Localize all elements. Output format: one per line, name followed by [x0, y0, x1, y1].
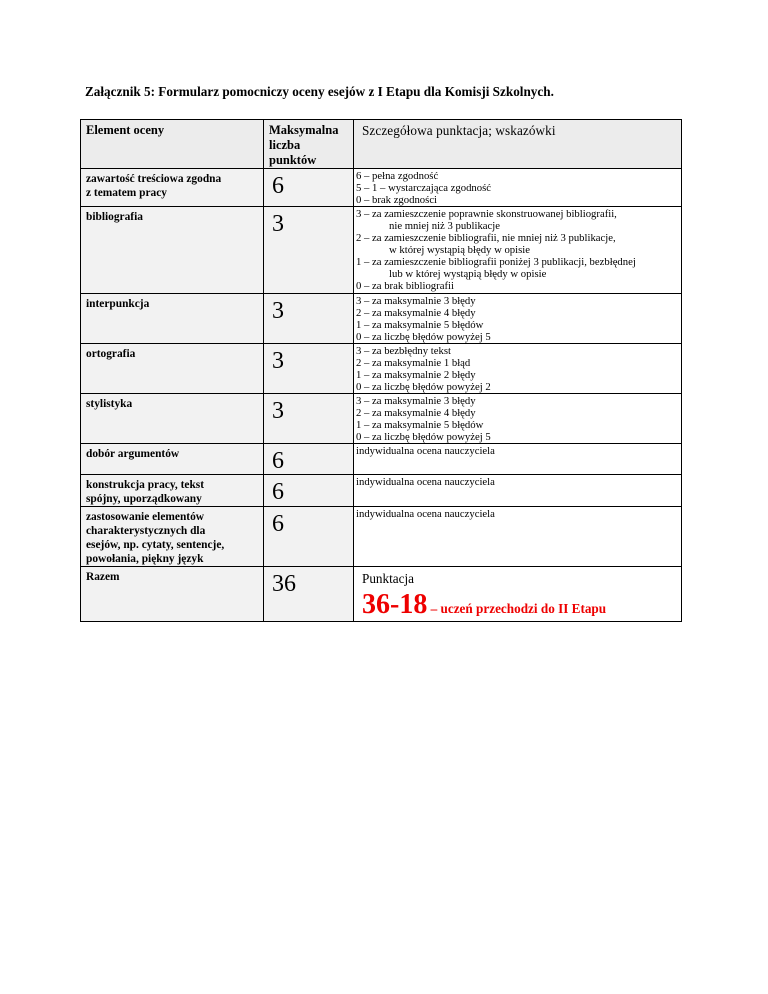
max-points: 3	[272, 348, 284, 374]
detail-line: indywidualna ocena nauczyciela	[356, 445, 495, 457]
scoring-details	[354, 207, 681, 292]
element-name: zawartość treściowa zgodna z tematem pracy	[86, 173, 222, 199]
element-name: interpunkcja	[86, 298, 150, 310]
scoring-details	[354, 475, 681, 488]
detail-line: 6 – pełna zgodność	[356, 170, 439, 182]
detail-line: indywidualna ocena nauczyciela	[356, 508, 495, 520]
element-name: zastosowanie elementów charakterystycznych dla esejów, np. cytaty, sentencje, powołania, piękny język	[86, 511, 225, 565]
table-row	[81, 444, 682, 475]
table-row	[81, 344, 682, 394]
table-row	[81, 294, 682, 344]
detail-line: 0 – brak zgodności	[356, 194, 438, 206]
detail-line: indywidualna ocena nauczyciela	[356, 476, 495, 488]
score-label: Punktacja	[362, 571, 415, 586]
score-threshold	[354, 587, 681, 621]
scoring-details	[354, 169, 681, 206]
table-row	[81, 475, 682, 507]
max-points: 6	[272, 479, 284, 505]
max-points: 6	[272, 448, 284, 474]
detail-line: 0 – za liczbę błędów powyżej 5	[356, 431, 491, 443]
detail-line: 1 – za maksymalnie 5 błędów	[356, 419, 484, 431]
detail-line: 3 – za bezbłędny tekst	[356, 345, 451, 357]
max-points: 6	[272, 173, 284, 199]
detail-line: 2 – za maksymalnie 4 błędy	[356, 407, 476, 419]
detail-line: 2 – za maksymalnie 4 błędy	[356, 307, 476, 319]
element-name: stylistyka	[86, 398, 133, 410]
detail-line: 2 – za zamieszczenie bibliografii, nie mniej niż 3 publikacje,	[356, 232, 616, 244]
detail-line: w której wystąpią błędy w opisie	[389, 244, 530, 256]
table-row	[81, 507, 682, 567]
detail-line: 5 – 1 – wystarczająca zgodność	[356, 182, 492, 194]
detail-line: 3 – za maksymalnie 3 błędy	[356, 295, 476, 307]
header-details: Szczegółowa punktacja; wskazówki	[362, 123, 556, 138]
detail-line: lub w której wystąpią błędy w opisie	[389, 268, 547, 280]
max-points: 6	[272, 511, 284, 537]
detail-line: 3 – za maksymalnie 3 błędy	[356, 395, 476, 407]
total-label: Razem	[86, 571, 120, 583]
header-max-points: Maksymalna liczba punktów	[269, 123, 339, 167]
detail-line: 0 – za liczbę błędów powyżej 5	[356, 331, 491, 343]
scoring-details	[354, 394, 681, 443]
element-name: bibliografia	[86, 211, 143, 223]
element-name: konstrukcja pracy, tekst spójny, uporządkowany	[86, 479, 205, 505]
score-note: – uczeń przechodzi do II Etapu	[427, 601, 607, 616]
max-points: 3	[272, 298, 284, 324]
table-row	[81, 207, 682, 294]
detail-line: 1 – za maksymalnie 5 błędów	[356, 319, 484, 331]
max-points: 3	[272, 398, 284, 424]
scoring-details	[354, 507, 681, 520]
total-points: 36	[272, 571, 296, 597]
max-points: 3	[272, 211, 284, 237]
scoring-details	[354, 344, 681, 393]
detail-line: 1 – za zamieszczenie bibliografii poniżej 3 publikacji, bezbłędnej	[356, 256, 636, 268]
detail-line: 1 – za maksymalnie 2 błędy	[356, 369, 476, 381]
document-title: Załącznik 5: Formularz pomocniczy oceny esejów z I Etapu dla Komisji Szkolnych.	[85, 84, 554, 99]
total-row	[81, 567, 682, 622]
score-range: 36-18	[362, 589, 428, 620]
element-name: dobór argumentów	[86, 448, 180, 460]
scoring-details	[354, 444, 681, 457]
detail-line: nie mniej niż 3 publikacje	[389, 220, 500, 232]
element-name: ortografia	[86, 348, 136, 360]
detail-line: 0 – za liczbę błędów powyżej 2	[356, 381, 491, 393]
table-row	[81, 169, 682, 207]
detail-line: 3 – za zamieszczenie poprawnie skonstruowanej bibliografii,	[356, 208, 617, 220]
table-header-row	[81, 120, 682, 169]
header-element: Element oceny	[86, 123, 165, 137]
table-row	[81, 394, 682, 444]
detail-line: 0 – za brak bibliografii	[356, 280, 454, 292]
scoring-details	[354, 294, 681, 343]
detail-line: 2 – za maksymalnie 1 błąd	[356, 357, 471, 369]
assessment-table	[80, 119, 682, 622]
